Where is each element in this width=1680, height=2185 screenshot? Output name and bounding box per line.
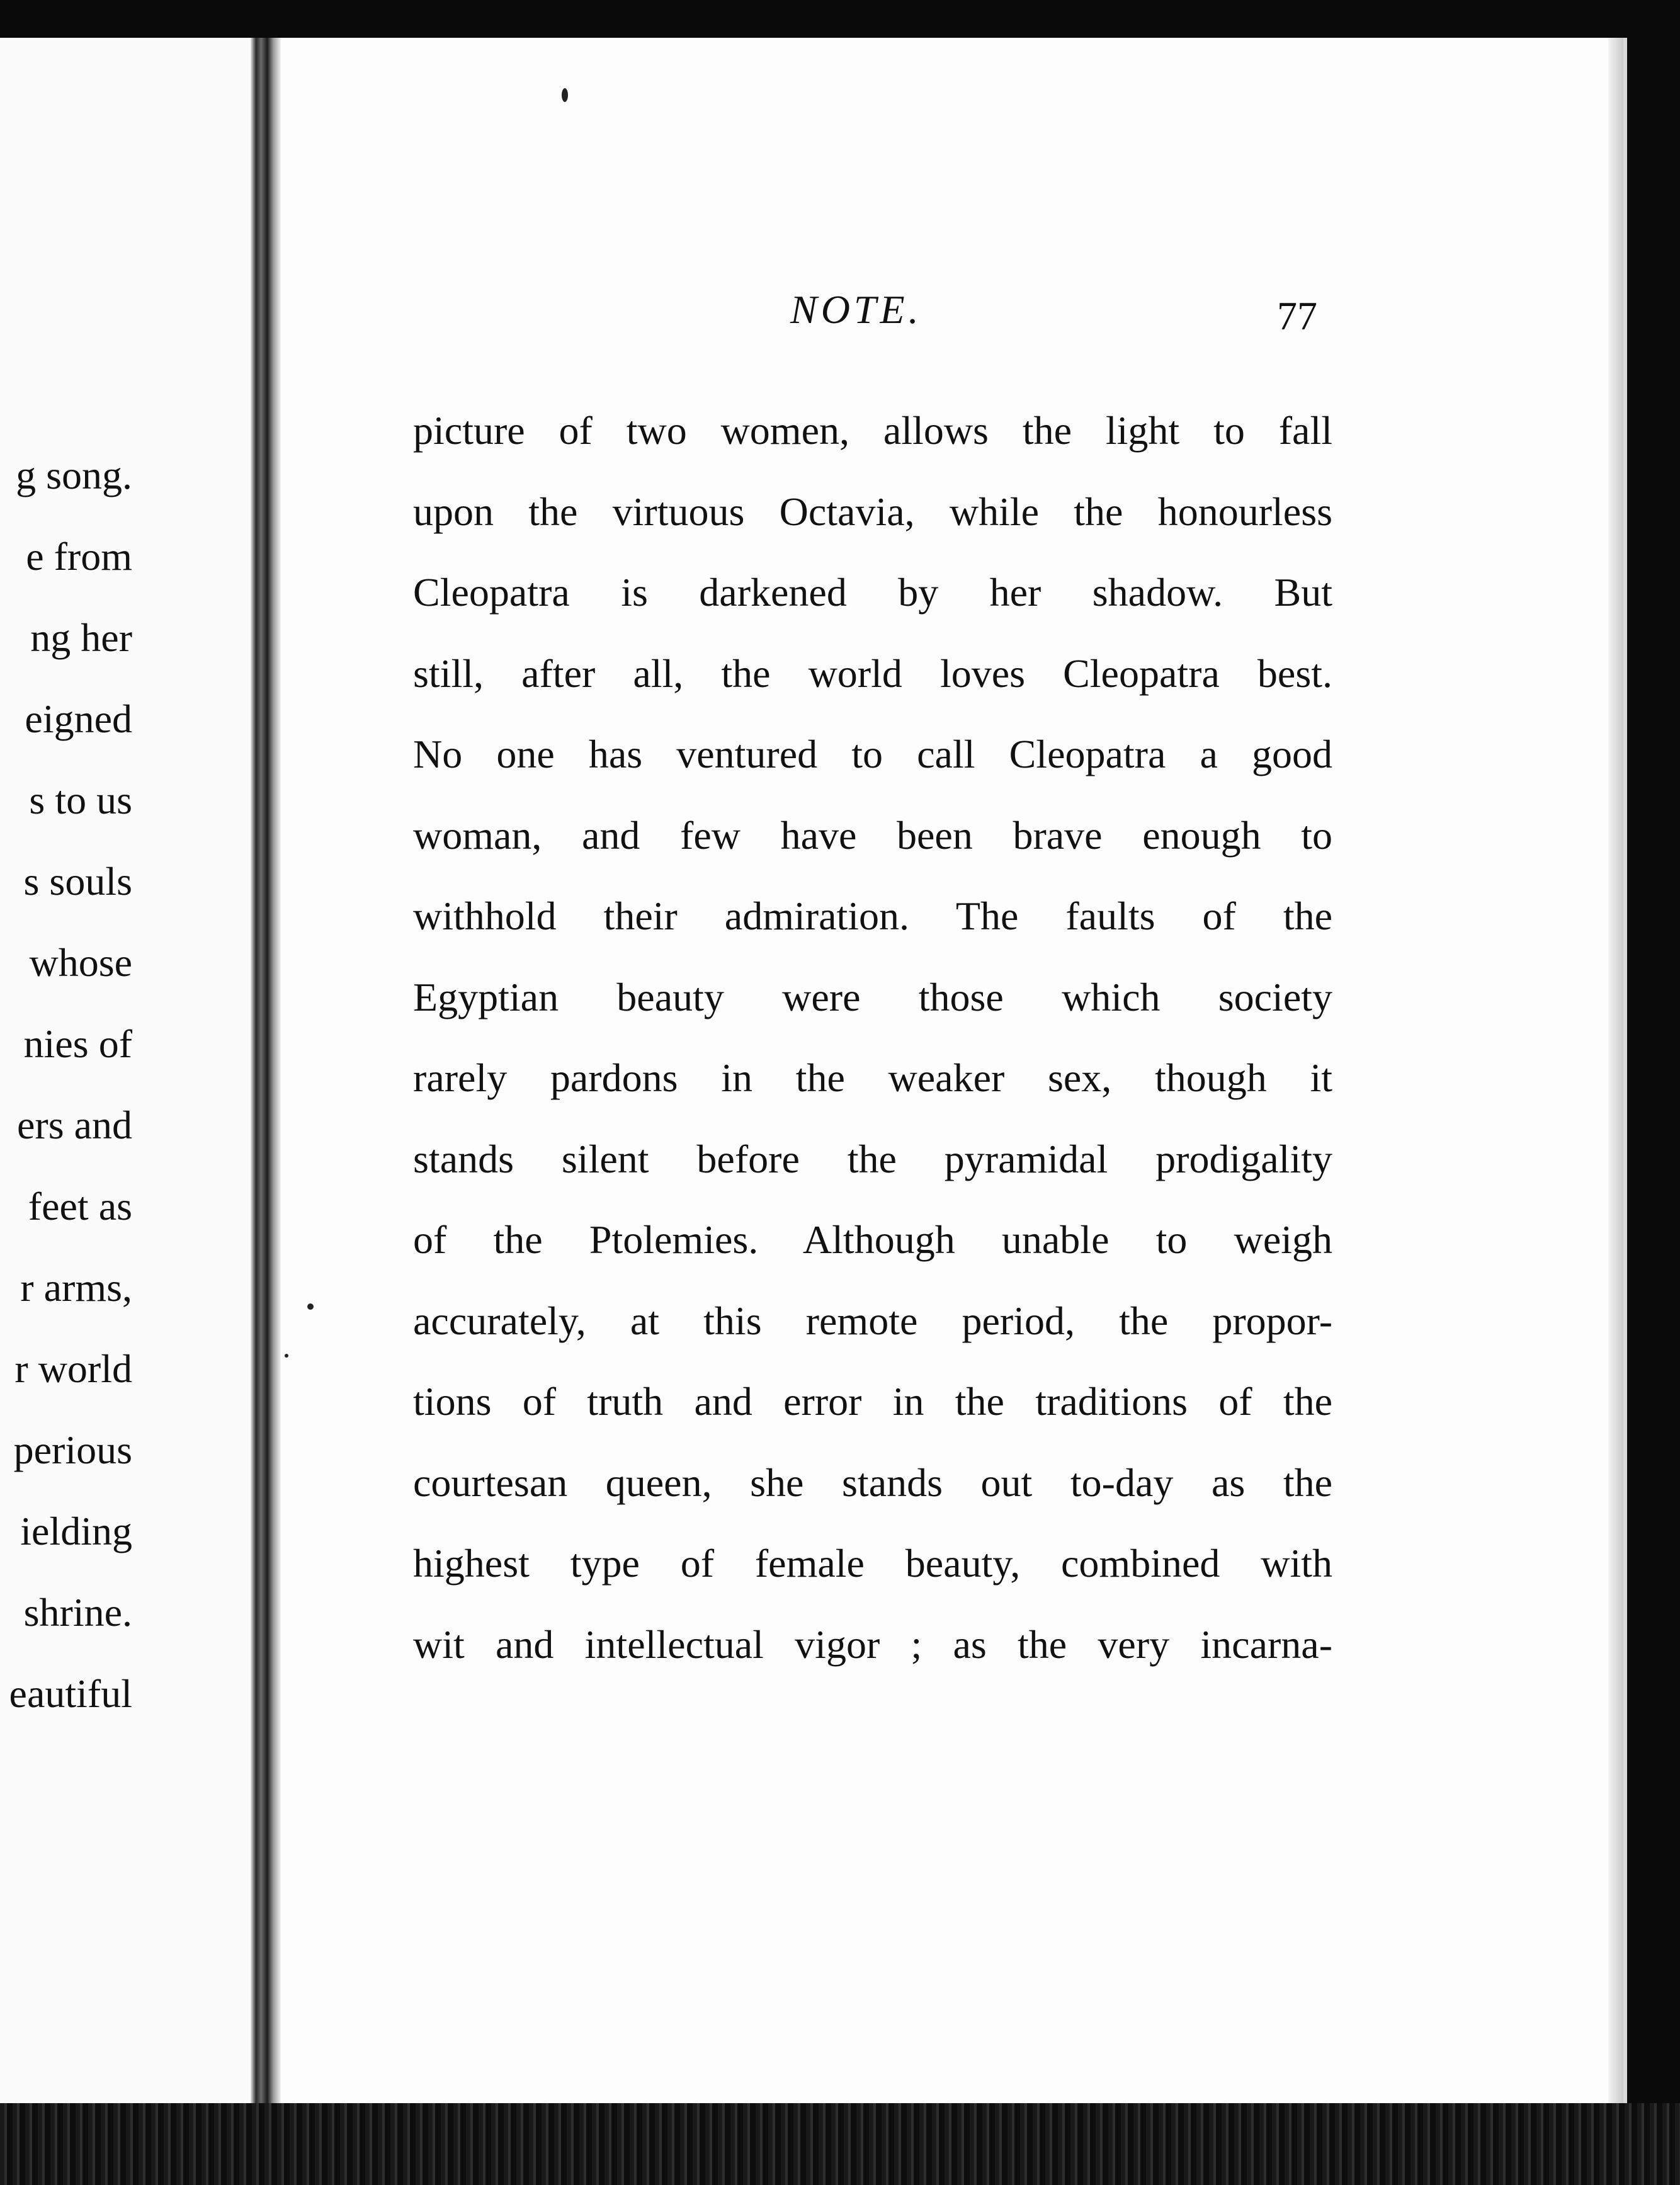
text-line: tions of truth and error in the traditions of the [413, 1379, 1332, 1424]
text-line: courtesan queen, she stands out to-day as the [413, 1460, 1332, 1505]
ink-speck [307, 1303, 314, 1310]
left-page-text [0, 434, 132, 1734]
text-line: upon the virtuous Octavia, while the honourless [413, 489, 1332, 534]
left-line: g song. [16, 453, 132, 497]
left-line: perious [13, 1427, 132, 1472]
text-line: rarely pardons in the weaker sex, though it [413, 1055, 1332, 1100]
text-line: stands silent before the pyramidal prodigality [413, 1136, 1332, 1181]
body-text [413, 390, 1332, 1685]
running-head: NOTE. [790, 287, 922, 332]
ink-speck [285, 1354, 288, 1358]
page-edge [1608, 38, 1623, 2103]
text-line: wit and intellectual vigor ; as the very incarna- [413, 1621, 1332, 1667]
left-line: feet as [28, 1184, 132, 1229]
ink-speck [562, 88, 568, 102]
text-line: still, after all, the world loves Cleopatra best. [413, 650, 1332, 696]
text-line: No one has ventured to call Cleopatra a good [413, 732, 1332, 776]
left-line: eigned [25, 696, 132, 741]
text-line: Cleopatra is darkened by her shadow. But [413, 570, 1332, 615]
left-line: ng her [30, 615, 132, 660]
text-line: woman, and few have been brave enough to [413, 812, 1332, 858]
text-line: picture of two women, allows the light to fall [413, 408, 1332, 453]
left-line: r world [14, 1346, 132, 1391]
left-line: ers and [16, 1103, 132, 1147]
text-line: withhold their admiration. The faults of the [413, 894, 1332, 938]
left-line: shrine. [23, 1590, 132, 1635]
left-line: s souls [23, 859, 132, 904]
left-line: e from [26, 534, 132, 579]
left-line: whose [29, 940, 132, 985]
book-gutter [251, 38, 281, 2103]
text-line: highest type of female beauty, combined with [413, 1541, 1332, 1586]
left-page [0, 38, 252, 2103]
text-line: accurately, at this remote period, the propor- [413, 1298, 1332, 1343]
page-number: 77 [1277, 293, 1317, 338]
left-line: r arms, [20, 1265, 132, 1310]
left-line: s to us [29, 778, 132, 822]
left-line: ielding [20, 1509, 132, 1553]
scan-bottom-edge [0, 2103, 1680, 2185]
text-line: Egyptian beauty were those which society [413, 974, 1332, 1019]
left-line: eautiful [9, 1671, 132, 1716]
text-line: of the Ptolemies. Although unable to weigh [413, 1217, 1332, 1262]
left-line: nies of [23, 1021, 132, 1066]
